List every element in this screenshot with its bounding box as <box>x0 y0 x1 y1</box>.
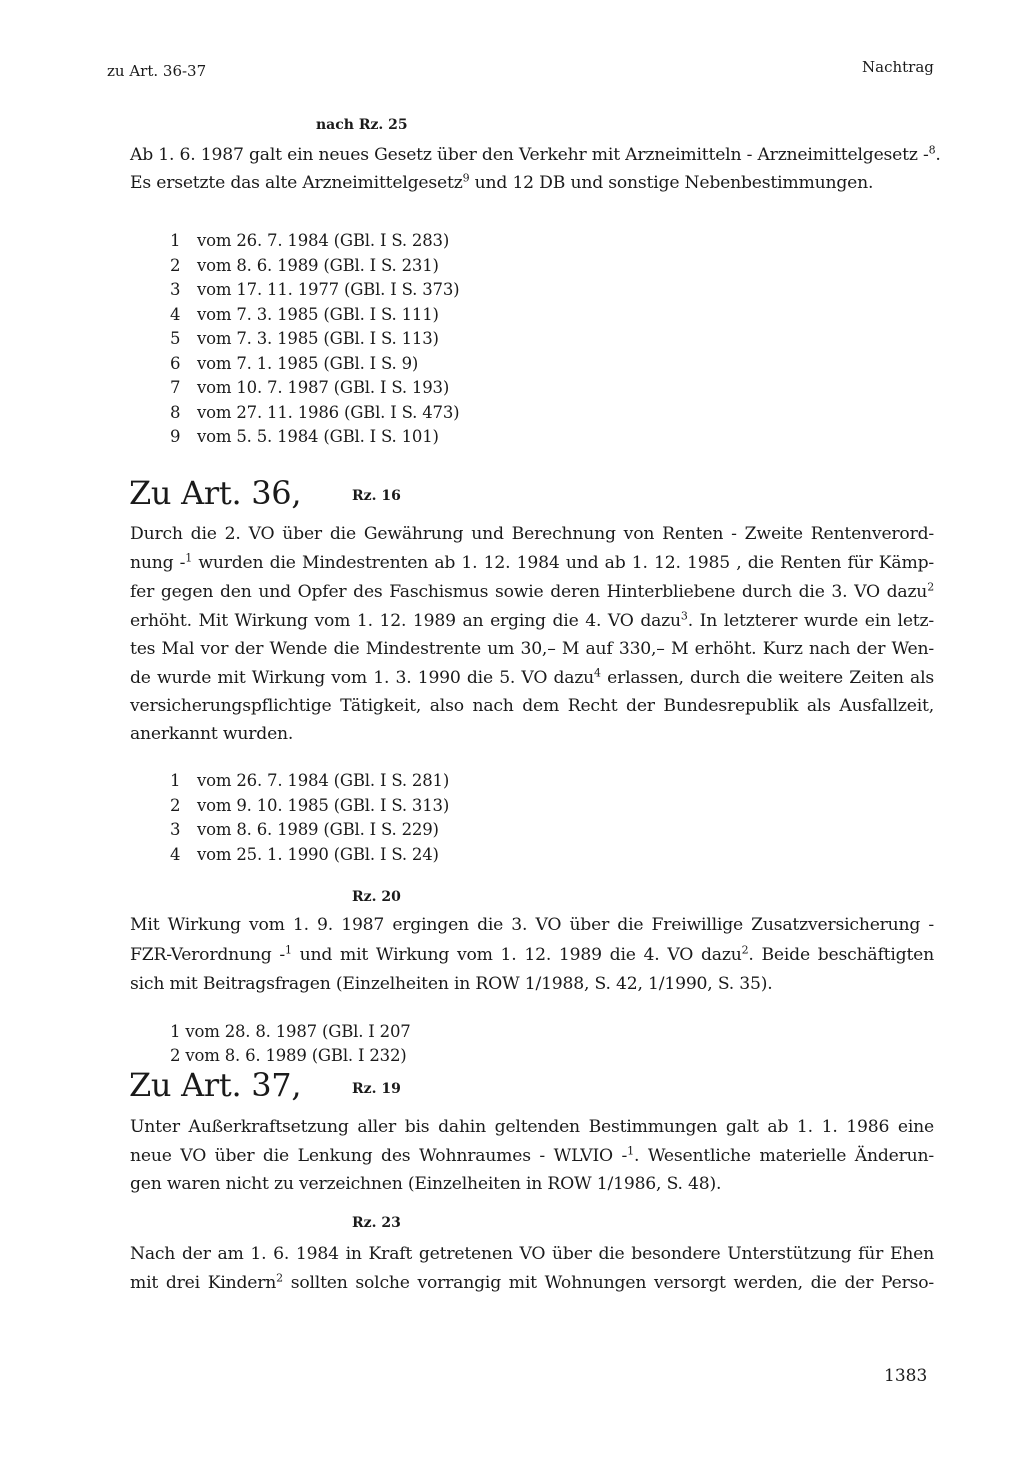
footnote-item <box>0 818 1024 842</box>
footnote-item <box>0 278 1024 302</box>
text-segment: versicherungspflichtige Tätigkeit, also nach dem Recht der Bundesrepublik als Ausfallzeit, <box>130 696 934 716</box>
text-segment: Durch die 2. VO über die Gewährung und Berechnung von Renten - Zweite Rentenverord- <box>130 524 934 544</box>
text-segment: tes Mal vor der Wende die Mindestrente um 30,– M auf 330,– M erhöht. Kurz nach der Wen- <box>130 639 934 659</box>
text-segment: gen waren nicht zu verzeichnen (Einzelheiten in ROW 1/1986, S. 48). <box>130 1174 722 1194</box>
footnote-item <box>0 376 1024 400</box>
footnote-number: 4 <box>170 304 181 324</box>
footnote-number: 1 <box>170 771 181 790</box>
text-line <box>130 519 934 549</box>
footnote-text: vom 26. 7. 1984 (GBl. I S. 281) <box>197 771 450 790</box>
text-segment: fer gegen den und Opfer des Faschismus sowie deren Hinterbliebene durch die 3. VO dazu <box>130 582 928 602</box>
footnote-item <box>0 303 1024 327</box>
footnote-text: vom 7. 3. 1985 (GBl. I S. 113) <box>197 329 439 348</box>
footnote-number: 2 <box>170 255 181 275</box>
footnote-text: vom 10. 7. 1987 (GBl. I S. 193) <box>197 378 450 397</box>
text-line <box>130 719 934 749</box>
footnote-item <box>0 352 1024 376</box>
footnote-number: 6 <box>170 353 181 373</box>
footnote-text: vom 8. 6. 1989 (GBl. I S. 231) <box>197 255 439 275</box>
text-segment: Es ersetzte das alte Arzneimittelgesetz <box>130 173 463 193</box>
running-header-right: Nachtrag <box>862 58 934 76</box>
footnote-ref: 3 <box>680 609 688 623</box>
footnote-number: 8 <box>170 402 181 422</box>
footnote-item <box>0 229 1024 253</box>
footnote-number: 2 <box>170 795 181 815</box>
rz-label: nach Rz. 25 <box>316 117 408 133</box>
footnote-item <box>0 425 1024 449</box>
text-segment: mit drei Kindern <box>130 1273 277 1293</box>
text-segment: de wurde mit Wirkung vom 1. 3. 1990 die 5. VO dazu <box>130 668 595 688</box>
text-segment: erhöht. Mit Wirkung vom 1. 12. 1989 an erging die 4. VO dazu <box>130 611 681 631</box>
footnote-ref: 1 <box>627 1144 634 1158</box>
footnote-item <box>0 327 1024 351</box>
footnote-ref: 4 <box>594 666 601 680</box>
footnote-item <box>0 843 1024 867</box>
footnote-ref: 8 <box>928 143 936 157</box>
text-line <box>130 1268 934 1298</box>
page-number: 1383 <box>884 1366 928 1386</box>
footnote-number: 3 <box>170 820 181 839</box>
footnote-number: 7 <box>170 378 181 397</box>
running-header-left: zu Art. 36-37 <box>107 62 207 80</box>
art36-heading: Zu Art. 36, <box>129 474 302 512</box>
text-line <box>130 1112 934 1142</box>
text-segment: sich mit Beitragsfragen (Einzelheiten in ROW 1/1988, S. 42, 1/1990, S. 35). <box>130 974 773 994</box>
art37-rz2: Rz. 23 <box>352 1215 401 1231</box>
footnote-number: 5 <box>170 329 181 348</box>
text-line <box>130 691 934 721</box>
text-segment: . In letzterer wurde ein letz- <box>687 611 934 631</box>
text-line <box>130 168 934 198</box>
footnote-ref: 2 <box>927 580 934 594</box>
text-segment: neue VO über die Lenkung des Wohnraumes - WLVIO - <box>130 1146 628 1166</box>
footnote-ref: 1 <box>185 551 193 565</box>
footnote-text: vom 7. 3. 1985 (GBl. I S. 111) <box>197 304 439 324</box>
footnote-number: 4 <box>170 844 181 864</box>
art36-rz: Rz. 16 <box>352 488 401 504</box>
footnote-number: 9 <box>170 427 181 446</box>
footnote-ref: 2 <box>276 1271 283 1285</box>
text-line <box>130 663 934 693</box>
text-segment: Unter Außerkraftsetzung aller bis dahin geltenden Bestimmungen galt ab 1. 1. 1986 eine <box>130 1117 934 1137</box>
text-line <box>130 140 941 170</box>
text-segment: . Wesentliche materielle Änderun- <box>633 1146 934 1166</box>
footnote-ref: 1 <box>285 943 292 957</box>
text-line <box>130 634 934 664</box>
text-line <box>130 1239 934 1269</box>
art36-footnote2-2: 2 vom 8. 6. 1989 (GBl. I 232) <box>170 1046 407 1065</box>
text-line <box>130 910 934 940</box>
footnote-text: vom 17. 11. 1977 (GBl. I S. 373) <box>197 280 460 299</box>
text-line <box>130 1169 934 1199</box>
text-segment: Mit Wirkung vom 1. 9. 1987 ergingen die 3. VO über die Freiwillige Zusatzversicherung - <box>130 915 934 935</box>
text-line <box>130 940 934 970</box>
footnote-ref: 2 <box>741 943 749 957</box>
text-line <box>130 577 934 607</box>
footnote-item <box>0 769 1024 793</box>
text-segment: anerkannt wurden. <box>130 724 294 744</box>
footnote-text: vom 27. 11. 1986 (GBl. I S. 473) <box>197 402 460 422</box>
art37-rz: Rz. 19 <box>352 1081 401 1097</box>
footnote-number: 3 <box>170 280 181 299</box>
footnote-text: vom 5. 5. 1984 (GBl. I S. 101) <box>197 427 439 446</box>
art36-footnote2-1: 1 vom 28. 8. 1987 (GBl. I 207 <box>170 1022 411 1041</box>
footnote-item <box>0 254 1024 278</box>
text-line <box>130 969 934 999</box>
footnote-text: vom 25. 1. 1990 (GBl. I S. 24) <box>197 844 439 864</box>
art36-rz2: Rz. 20 <box>352 889 401 905</box>
text-segment: und 12 DB und sonstige Nebenbestimmungen. <box>469 173 874 193</box>
footnote-text: vom 9. 10. 1985 (GBl. I S. 313) <box>197 795 450 815</box>
text-line <box>130 548 934 578</box>
text-segment: . Beide beschäftigten <box>748 945 934 965</box>
footnote-text: vom 8. 6. 1989 (GBl. I S. 229) <box>197 820 439 839</box>
text-segment: sollten solche vorrangig mit Wohnungen versorgt werden, die der Perso- <box>282 1273 934 1293</box>
text-line <box>130 1141 934 1171</box>
footnote-text: vom 7. 1. 1985 (GBl. I S. 9) <box>197 353 419 373</box>
footnote-item <box>0 794 1024 818</box>
text-segment: Nach der am 1. 6. 1984 in Kraft getretenen VO über die besondere Unterstützung für Ehen <box>130 1244 934 1264</box>
text-segment: erlassen, durch die weitere Zeiten als <box>600 668 934 688</box>
art37-heading: Zu Art. 37, <box>129 1066 302 1104</box>
text-segment: . <box>935 145 941 165</box>
text-segment: nung - <box>130 553 186 573</box>
text-segment: wurden die Mindestrenten ab 1. 12. 1984 und ab 1. 12. 1985 , die Renten für Kämp- <box>192 553 934 573</box>
footnote-text: vom 26. 7. 1984 (GBl. I S. 283) <box>197 231 450 250</box>
text-segment: und mit Wirkung vom 1. 12. 1989 die 4. VO dazu <box>291 945 742 965</box>
footnote-number: 1 <box>170 231 181 250</box>
text-segment: Ab 1. 6. 1987 galt ein neues Gesetz über den Verkehr mit Arzneimitteln - Arzneimittelgesetz - <box>130 145 929 165</box>
text-segment: FZR-Verordnung - <box>130 945 285 965</box>
text-line <box>130 606 934 636</box>
footnote-ref: 9 <box>462 171 470 185</box>
footnote-item <box>0 401 1024 425</box>
